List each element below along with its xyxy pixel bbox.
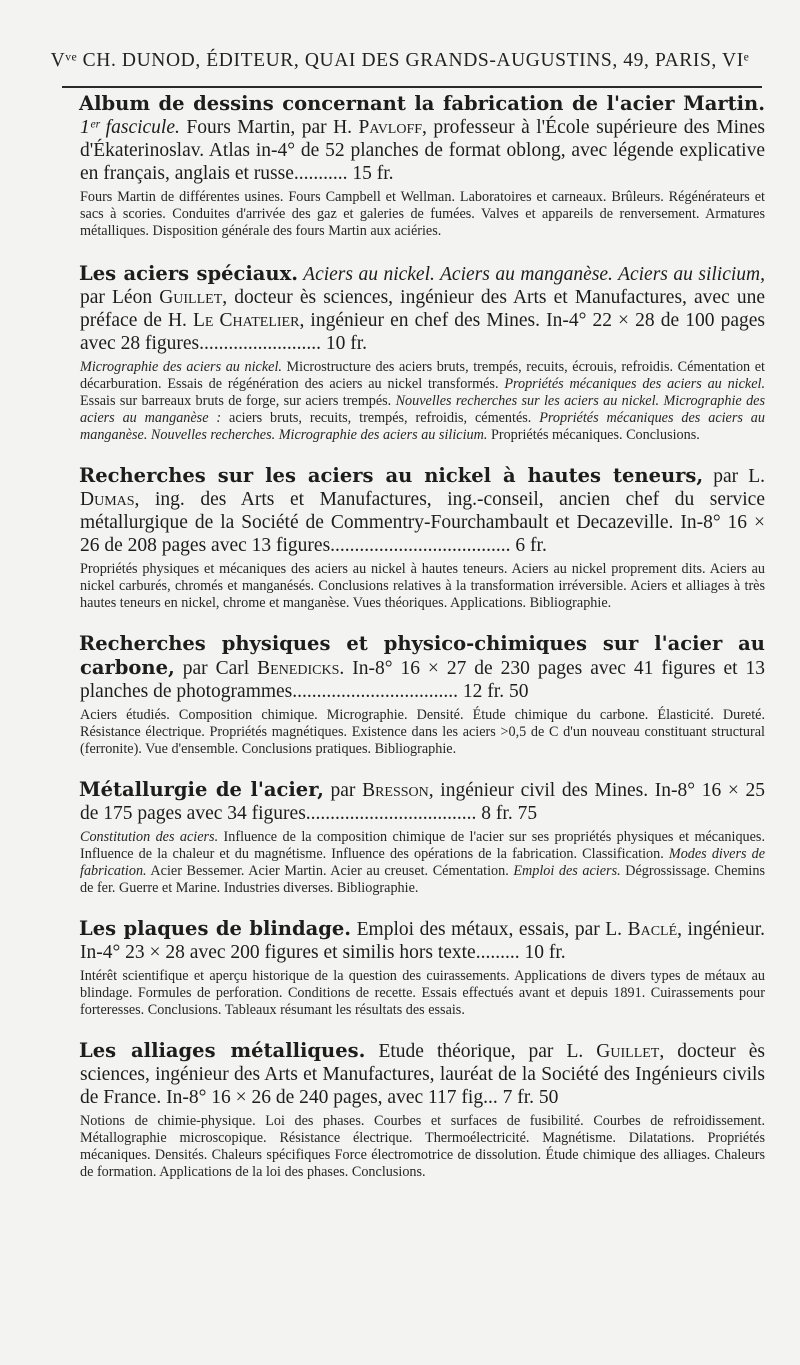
- entry-price: 10 fr.: [524, 942, 566, 963]
- entry-author: Guillet: [596, 1041, 660, 1062]
- entry-price: 15 fr.: [352, 163, 394, 184]
- entry-description: Notions de chimie-physique. Loi des phases. Courbes et surfaces de fusibilité. Courbes de refroidissement. Métallographie microscopique. Résistance électrique. Thermoélectricité. Magnétisme. Dilatations. Propriétés mécaniques. Densités. Chaleurs spécifiques Force électromotrice de dissolution. Étude chimique des alliages. Chaleurs de formation. Applications de la loi des phases. Conclusions.: [80, 1113, 765, 1180]
- entry-title: Métallurgie de l'acier,: [79, 778, 324, 801]
- entry-title: Les alliages métalliques.: [79, 1039, 366, 1062]
- entry-price: 6 fr.: [515, 535, 547, 556]
- entry-title: Album de dessins concernant la fabrication de l'acier Martin.: [79, 92, 765, 115]
- entry-author: Guillet: [159, 287, 223, 308]
- entry-title: Recherches physiques et physico-chimiques sur l'acier au carbone,: [79, 632, 765, 679]
- entry-title: Les aciers spéciaux.: [79, 262, 299, 285]
- price-leader: .........................: [199, 333, 321, 354]
- page-header: Vᵛᵉ CH. DUNOD, ÉDITEUR, QUAI DES GRANDS-AUGUSTINS, 49, PARIS, VIᵉ: [50, 50, 750, 71]
- catalog-page: [80, 92, 765, 1181]
- entry-title: Recherches sur les aciers au nickel à hautes teneurs,: [79, 464, 704, 487]
- catalog-entry: Les aciers spéciaux. Aciers au nickel. Aciers au manganèse. Aciers au silicium, par Léon Guillet, docteur ès sciences, ingénieur des Arts et Manufactures, avec une préface de H. Le Chatelier, ingénieur en chef des Mines. In-4° 22 × 28 de 100 pages avec 28 figures......................... 10 fr. Micrographie des aciers au nickel. Microstructure des aciers bruts, trempés, recuits, écrouis, refroidis. Cémentation et décarburation. Essais de régénération des aciers au nickel transformés. Propriétés mécaniques des aciers au nickel. Essais sur barreaux bruts de forge, sur aciers trempés. Nouvelles recherches sur les aciers au nickel. Micrographie des aciers au manganèse : aciers bruts, recuits, trempés, refroidis, cémentés. Propriétés mécaniques des aciers au manganèse. Nouvelles recherches. Micrographie des aciers au silicium. Propriétés mécaniques. Conclusions.: [79, 262, 766, 443]
- entry-description: Intérêt scientifique et aperçu historique de la question des cuirassements. Applications de divers types de métaux au blindage. Formules de perforation. Conditions de recette. Essais effectués avant et depuis 1891. Cuirassements pour forteresses. Conclusions. Tableaux résumant les résultats des essais.: [80, 968, 765, 1018]
- entry-fascicule: 1ᵉʳ fascicule.: [80, 117, 180, 138]
- price-leader: ..................................: [292, 681, 459, 702]
- entry-subtitle: Aciers au nickel. Aciers au manganèse. Aciers au silicium,: [298, 264, 765, 285]
- catalog-entry: Les plaques de blindage. Emploi des métaux, essais, par L. Baclé, ingénieur. In-4° 23 × 28 avec 200 figures et similis hors texte......... 10 fr. Intérêt scientifique et aperçu historique de la question des cuirassements. Applications de divers types de métaux au blindage. Formules de perforation. Conditions de recette. Essais effectués avant et depuis 1891. Cuirassements pour forteresses. Conclusions. Tableaux résumant les résultats des essais.: [79, 917, 765, 1018]
- price-leader: ...: [483, 1087, 498, 1108]
- header-rule: [62, 86, 762, 88]
- price-leader: .....................................: [330, 535, 511, 556]
- entry-title: Les plaques de blindage.: [79, 917, 352, 940]
- entry-description: Fours Martin de différentes usines. Fours Campbell et Wellman. Laboratoires et carneaux. Brûleurs. Régénérateurs et sacs à scories. Conduites d'arrivée des gaz et galeries de fumées. Valves et appareils de renversement. Armatures métalliques. Disposition générale des fours Martin aux aciéries.: [80, 189, 765, 239]
- entry-description: Constitution des aciers. Influence de la composition chimique de l'acier sur ses propriétés physiques et mécaniques. Influence de la chaleur et du magnétisme. Influence des opérations de la fabrication. Classification. Modes divers de fabrication. Acier Bessemer. Acier Martin. Acier au creuset. Cémentation. Emploi des aciers. Dégrossissage. Chemins de fer. Guerre et Marine. Industries diverses. Bibliographie.: [80, 829, 765, 896]
- catalog-entry: Recherches sur les aciers au nickel à hautes teneurs, par L. Dumas, ing. des Arts et Manufactures, ing.-conseil, ancien chef du service métallurgique de la Société de Commentry-Fourchambault et Decazeville. In-8° 16 × 26 de 208 pages avec 13 figures..................................... 6 fr. Propriétés physiques et mécaniques des aciers au nickel à hautes teneurs. Aciers au nickel proprement dits. Aciers au nickel carburés, chromés et manganésés. Conclusions relatives à la transformation irréversible. Aciers et alliages à très hautes teneurs en nickel, chrome et manganèse. Vues théoriques. Applications. Bibliographie.: [79, 464, 766, 611]
- entry-description: Propriétés physiques et mécaniques des aciers au nickel à hautes teneurs. Aciers au nickel proprement dits. Aciers au nickel carburés, chromés et manganésés. Conclusions relatives à la transformation irréversible. Aciers et alliages à très hautes teneurs en nickel, chrome et manganèse. Vues théoriques. Applications. Bibliographie.: [80, 561, 765, 611]
- entry-author-2: Le Chatelier: [193, 310, 300, 331]
- entry-author: Dumas: [80, 489, 135, 510]
- entry-author: Pavloff: [358, 117, 423, 138]
- price-leader: .........: [475, 942, 520, 963]
- entry-author: Benedicks: [257, 658, 340, 679]
- entry-price: 12 fr. 50: [462, 681, 529, 702]
- catalog-entry: Album de dessins concernant la fabrication de l'acier Martin. 1ᵉʳ fascicule. Fours Martin, par H. Pavloff, professeur à l'École supérieure des Mines d'Ékaterinoslav. Atlas in-4° de 52 planches de format oblong, avec légende explicative en français, anglais et russe........... 15 fr. Fours Martin de différentes usines. Fours Campbell et Wellman. Laboratoires et carneaux. Brûleurs. Régénérateurs et sacs à scories. Conduites d'arrivée des gaz et galeries de fumées. Valves et appareils de renversement. Armatures métalliques. Disposition générale des fours Martin aux aciéries.: [79, 92, 765, 239]
- entry-price: 7 fr. 50: [502, 1087, 559, 1108]
- entry-description: Micrographie des aciers au nickel. Microstructure des aciers bruts, trempés, recuits, écrouis, refroidis. Cémentation et décarburation. Essais de régénération des aciers au nickel transformés. Propriétés mécaniques des aciers au nickel. Essais sur barreaux bruts de forge, sur aciers trempés. Nouvelles recherches sur les aciers au nickel. Micrographie des aciers au manganèse : aciers bruts, recuits, trempés, refroidis, cémentés. Propriétés mécaniques des aciers au manganèse. Nouvelles recherches. Micrographie des aciers au silicium. Propriétés mécaniques. Conclusions.: [80, 359, 766, 443]
- price-leader: ...................................: [305, 803, 477, 824]
- entry-price: 8 fr. 75: [481, 803, 538, 824]
- catalog-entry: Les alliages métalliques. Etude théorique, par L. Guillet, docteur ès sciences, ingénieur des Arts et Manufactures, lauréat de la Société des Ingénieurs civils de France. In-8° 16 × 26 de 240 pages, avec 117 fig... 7 fr. 50 Notions de chimie-physique. Loi des phases. Courbes et surfaces de fusibilité. Courbes de refroidissement. Métallographie microscopique. Résistance électrique. Thermoélectricité. Magnétisme. Dilatations. Propriétés mécaniques. Densités. Chaleurs spécifiques Force électromotrice de dissolution. Étude chimique des alliages. Chaleurs de formation. Applications de la loi des phases. Conclusions.: [79, 1039, 766, 1180]
- entry-price: 10 fr.: [325, 333, 368, 354]
- entry-description: Aciers étudiés. Composition chimique. Micrographie. Densité. Étude chimique du carbone. Élasticité. Dureté. Résistance électrique. Propriétés magnétiques. Existence dans les aciers >0,5 de C d'un nouveau constituant structural (ferronite). Vue d'ensemble. Conclusions pratiques. Bibliographie.: [80, 707, 765, 757]
- catalog-entry: Métallurgie de l'acier, par Bresson, ingénieur civil des Mines. In-8° 16 × 25 de 175 pages avec 34 figures................................... 8 fr. 75 Constitution des aciers. Influence de la composition chimique de l'acier sur ses propriétés physiques et mécaniques. Influence de la chaleur et du magnétisme. Influence des opérations de la fabrication. Classification. Modes divers de fabrication. Acier Bessemer. Acier Martin. Acier au creuset. Cémentation. Emploi des aciers. Dégrossissage. Chemins de fer. Guerre et Marine. Industries diverses. Bibliographie.: [79, 778, 766, 896]
- entry-author: Baclé: [627, 919, 678, 940]
- catalog-entry: Recherches physiques et physico-chimiques sur l'acier au carbone, par Carl Benedicks. In-8° 16 × 27 de 230 pages avec 41 figures et 13 planches de photogrammes.................................. 12 fr. 50 Aciers étudiés. Composition chimique. Micrographie. Densité. Étude chimique du carbone. Élasticité. Dureté. Résistance électrique. Propriétés magnétiques. Existence dans les aciers >0,5 de C d'un nouveau constituant structural (ferronite). Vue d'ensemble. Conclusions pratiques. Bibliographie.: [79, 632, 765, 757]
- price-leader: ...........: [293, 163, 348, 184]
- entry-author: Bresson: [362, 780, 429, 801]
